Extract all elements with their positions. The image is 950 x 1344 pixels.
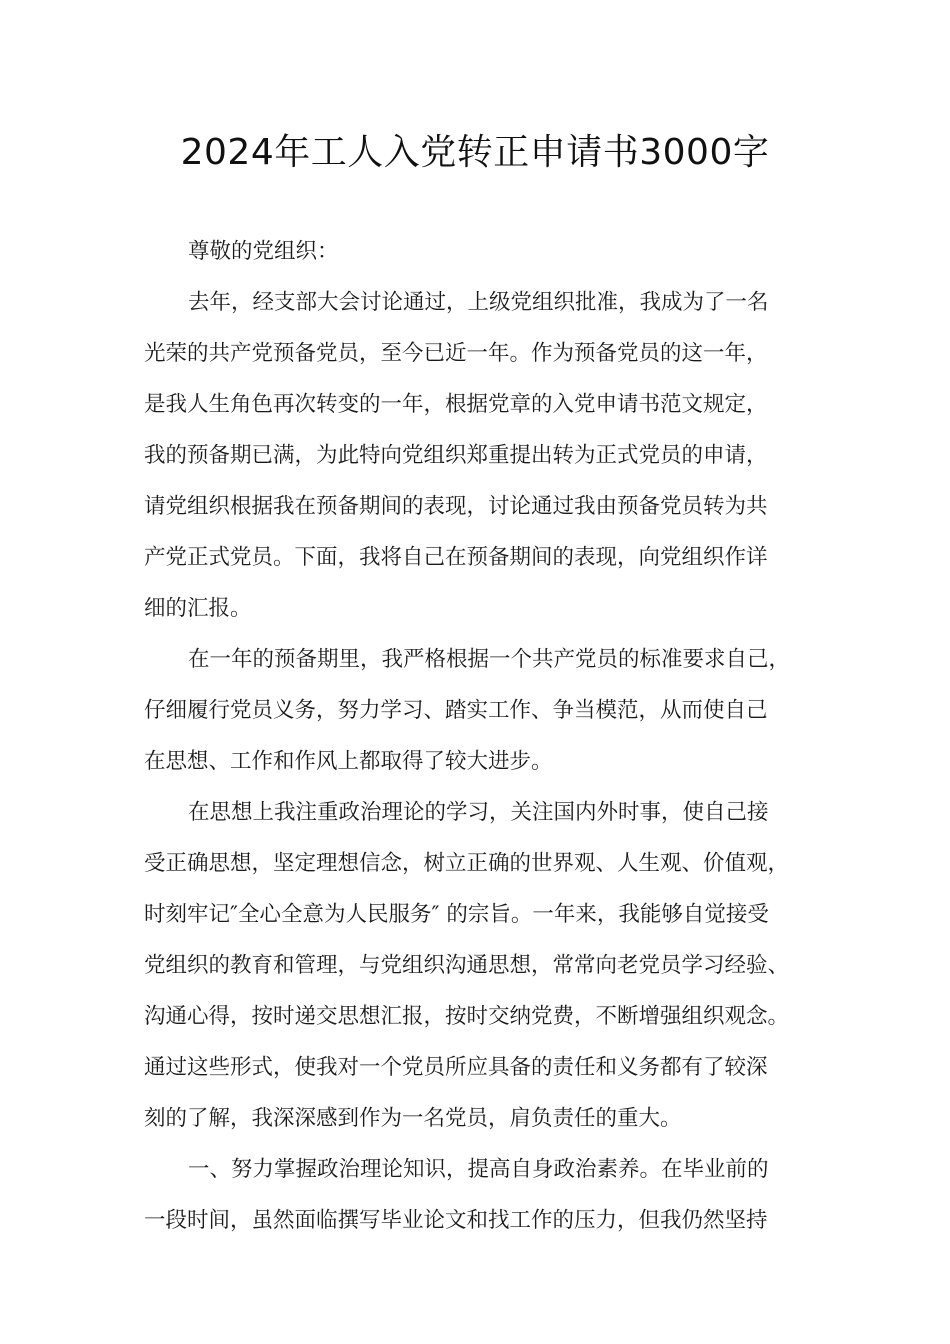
paragraph-line: 在一年的预备期里，我严格根据一个共产党员的标准要求自己， — [188, 647, 791, 672]
paragraph-line: 沟通心得，按时递交思想汇报，按时交纳党费，不断增强组织观念。 — [144, 1004, 790, 1029]
paragraph-line: 在思想上我注重政治理论的学习，关注国内外时事，使自己接 — [188, 800, 769, 825]
paragraph-line: 时刻牢记″全心全意为人民服务″ 的宗旨。一年来，我能够自觉接受 — [144, 902, 769, 927]
paragraph-line: 请党组织根据我在预备期间的表现，讨论通过我由预备党员转为共 — [144, 494, 768, 519]
paragraph-line: 仔细履行党员义务，努力学习、踏实工作、争当模范，从而使自己 — [144, 698, 768, 723]
paragraph-line: 光荣的共产党预备党员，至今已近一年。作为预备党员的这一年， — [144, 341, 768, 366]
paragraph-line: 我的预备期已满，为此特向党组织郑重提出转为正式党员的申请， — [144, 443, 768, 468]
paragraph-line: 细的汇报。 — [144, 596, 252, 621]
paragraph-line: 党组织的教育和管理，与党组织沟通思想，常常向老党员学习经验、 — [144, 953, 790, 978]
paragraph-line: 通过这些形式，使我对一个党员所应具备的责任和义务都有了较深 — [144, 1055, 768, 1080]
paragraph-line: 是我人生角色再次转变的一年，根据党章的入党申请书范文规定， — [144, 392, 768, 417]
salutation: 尊敬的党组织： — [188, 239, 339, 264]
paragraph-line: 一、努力掌握政治理论知识，提高自身政治素养。在毕业前的 — [188, 1157, 769, 1182]
paragraph-line: 产党正式党员。下面，我将自己在预备期间的表现，向党组织作详 — [144, 545, 768, 570]
paragraph-line: 在思想、工作和作风上都取得了较大进步。 — [144, 749, 553, 774]
paragraph-line: 受正确思想，坚定理想信念，树立正确的世界观、人生观、价值观， — [144, 851, 790, 876]
document-title: 2024年工人入党转正申请书3000字 — [180, 132, 770, 173]
paragraph-line: 去年，经支部大会讨论通过，上级党组织批准，我成为了一名 — [188, 290, 769, 315]
paragraph-line: 一段时间，虽然面临撰写毕业论文和找工作的压力，但我仍然坚持 — [144, 1208, 768, 1233]
paragraph-line: 刻的了解，我深深感到作为一名党员，肩负责任的重大。 — [144, 1106, 682, 1131]
